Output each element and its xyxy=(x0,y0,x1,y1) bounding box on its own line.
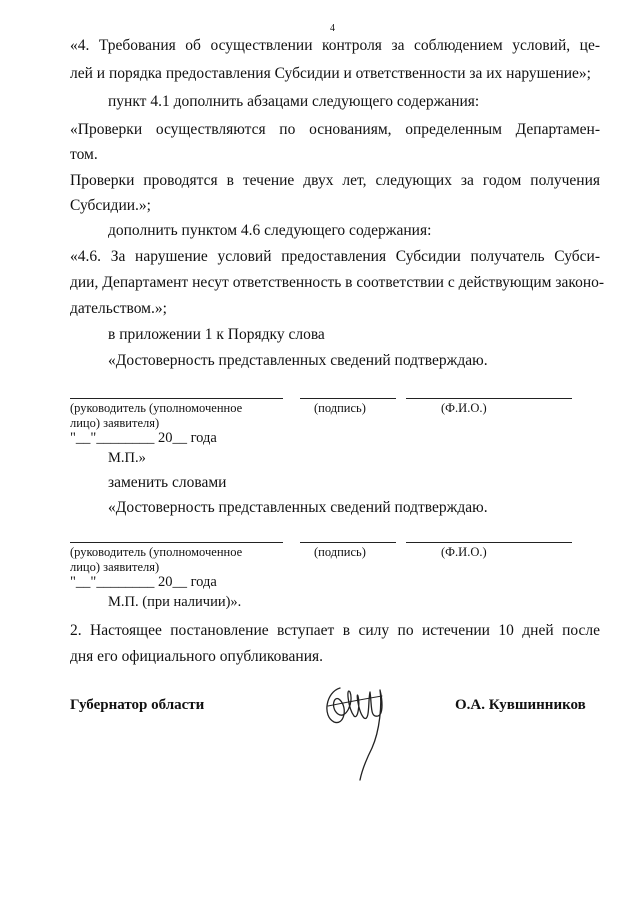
checks-basis-line-1: «Проверки осуществляются по основаниям, определенным Департамен- xyxy=(70,121,600,138)
replace-with-words: заменить словами xyxy=(108,474,227,491)
signature-caption-1: (подпись) xyxy=(314,401,366,415)
effective-date-line-1: 2. Настоящее постановление вступает в силу по истечении 10 дней после xyxy=(70,622,600,639)
paragraph-4-1-intro: пункт 4.1 дополнить абзацами следующего содержания: xyxy=(108,93,480,110)
date-template-2: "__"________ 20__ года xyxy=(70,574,217,590)
handwritten-signature xyxy=(318,678,398,784)
certification-statement-old: «Достоверность представленных сведений подтверждаю. xyxy=(108,352,488,369)
governor-title: Губернатор области xyxy=(70,697,205,713)
role-caption-1-line-2: лицо) заявителя) xyxy=(70,416,160,430)
checks-basis-line-2: том. xyxy=(70,146,98,163)
signature-caption-2: (подпись) xyxy=(314,545,366,559)
role-caption-2-line-1: (руководитель (уполномоченное xyxy=(70,545,243,559)
paragraph-4-6-intro: дополнить пунктом 4.6 следующего содержания: xyxy=(108,222,432,239)
stamp-label-2: М.П. (при наличии)». xyxy=(108,594,242,610)
certification-statement-new: «Достоверность представленных сведений подтверждаю. xyxy=(108,499,488,516)
paragraph-4-6-line-1: «4.6. За нарушение условий предоставления Субсидии получатель Субси- xyxy=(70,248,600,265)
role-caption-2-line-2: лицо) заявителя) xyxy=(70,560,160,574)
date-template-1: "__"________ 20__ года xyxy=(70,430,217,446)
head-signature-line-1 xyxy=(70,398,283,399)
signature-line-1 xyxy=(300,398,396,399)
checks-period-line-1: Проверки проводятся в течение двух лет, следующих за годом получения xyxy=(70,172,600,189)
paragraph-4-6-line-3: дательством.»; xyxy=(70,300,167,317)
effective-date-line-2: дня его официального опубликования. xyxy=(70,648,324,665)
fio-line-1 xyxy=(406,398,572,399)
checks-period-line-2: Субсидии.»; xyxy=(70,197,151,214)
head-signature-line-2 xyxy=(70,542,283,543)
section-4-heading-line-1: «4. Требования об осуществлении контроля за соблюдением условий, це- xyxy=(70,37,600,54)
section-4-heading-line-2: лей и порядка предоставления Субсидии и ответственности за их нарушение»; xyxy=(70,65,591,82)
appendix-1-intro: в приложении 1 к Порядку слова xyxy=(108,326,325,343)
fio-line-2 xyxy=(406,542,572,543)
stamp-label-1: М.П.» xyxy=(108,450,146,466)
governor-name: О.А. Кувшинников xyxy=(455,697,586,713)
signature-line-2 xyxy=(300,542,396,543)
fio-caption-2: (Ф.И.О.) xyxy=(441,545,487,559)
page-number: 4 xyxy=(330,23,335,34)
role-caption-1-line-1: (руководитель (уполномоченное xyxy=(70,401,243,415)
fio-caption-1: (Ф.И.О.) xyxy=(441,401,487,415)
paragraph-4-6-line-2: дии, Департамент несут ответственность в соответствии с действующим законо- xyxy=(70,274,605,291)
